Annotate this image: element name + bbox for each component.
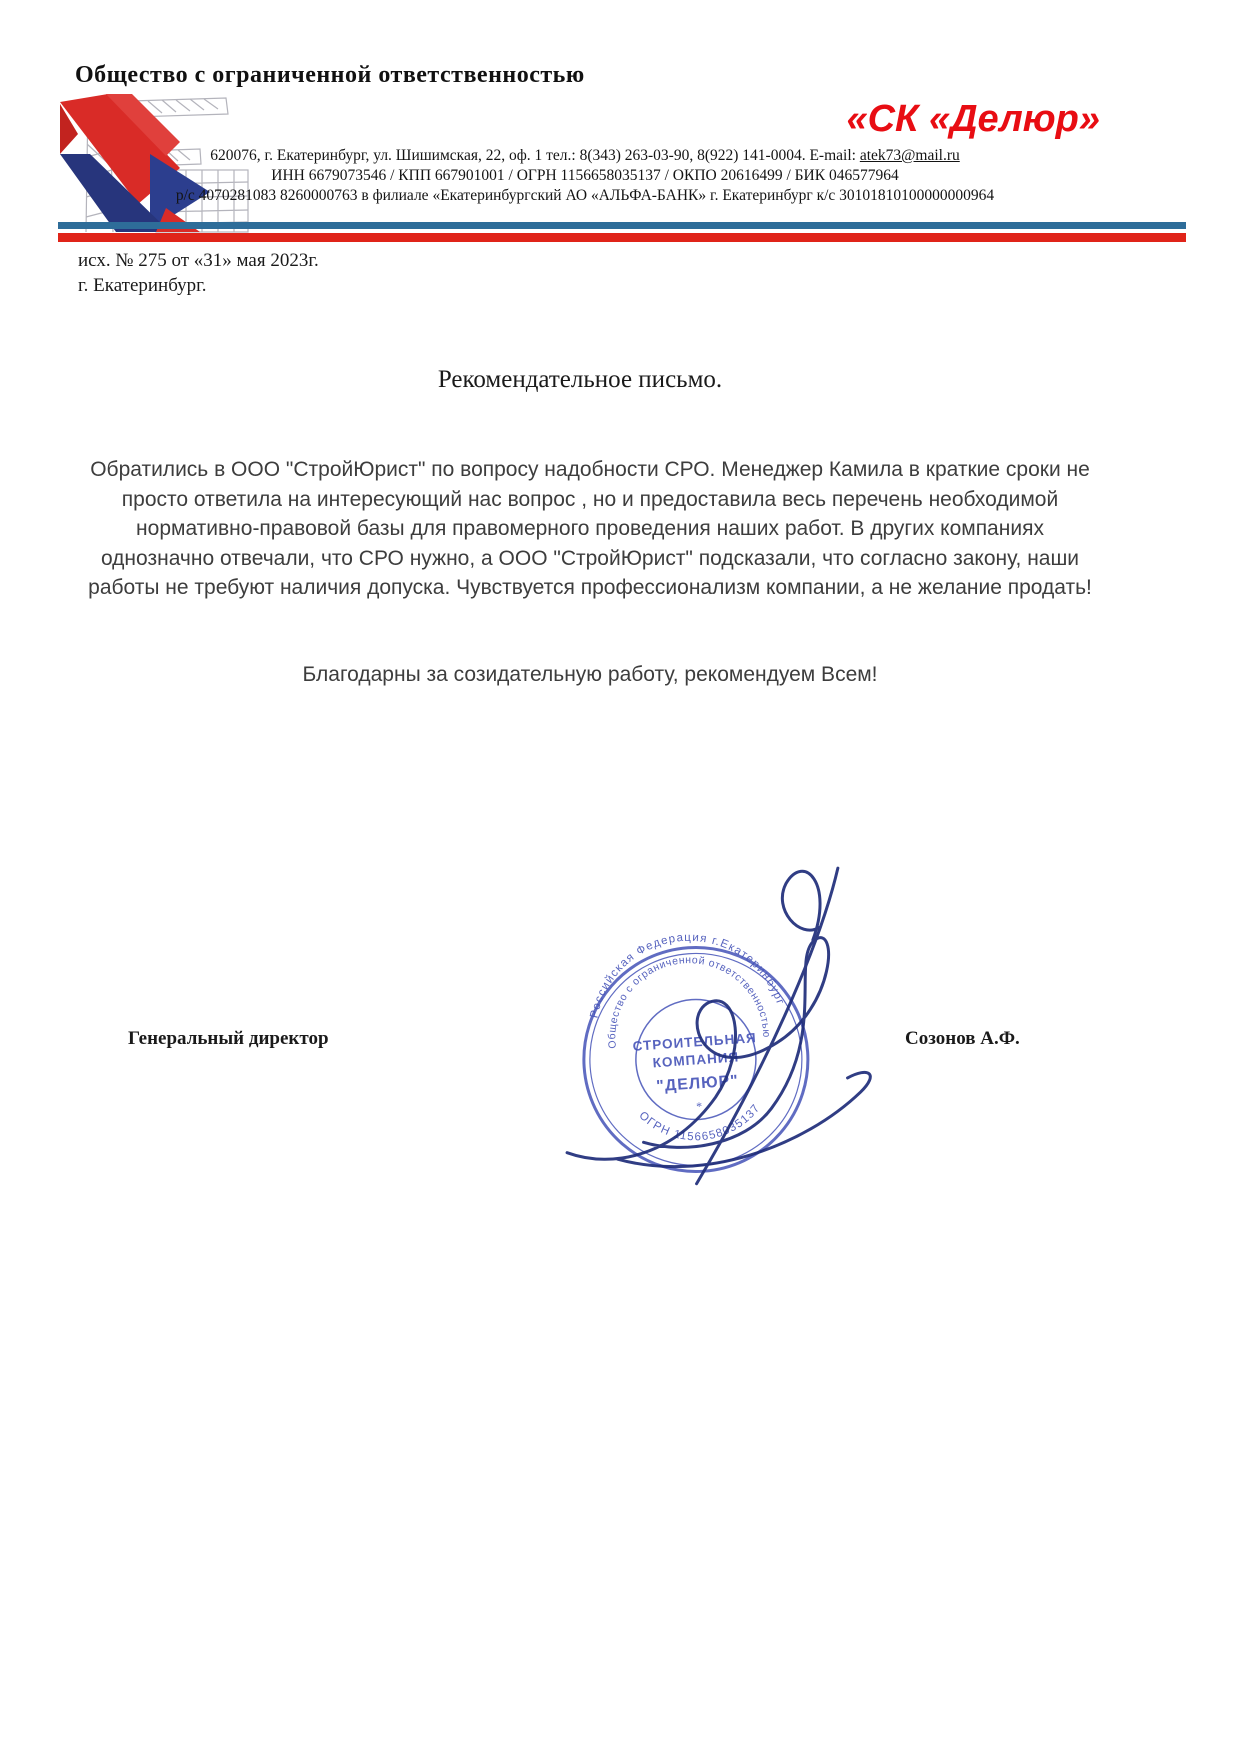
divider-bar-red [58,233,1186,242]
organization-type-heading: Общество с ограниченной ответственностью [75,62,585,88]
divider-bar-blue [58,222,1186,229]
letter-paragraph-1: Обратились в ООО "СтройЮрист" по вопросу надобности СРО. Менеджер Камила в краткие сроки не просто ответила на интересующий нас вопрос , но и предоставила весь перечень необходимой нормативно-правовой базы для правомерного проведения наших работ. В других компаниях однозначно отвечали, что СРО нужно, а ООО "СтройЮрист" подсказали, что согласно закону, наши работы не требуют наличия допуска. Чувствуется профессионализм компании, а не желание продать! [88,458,1092,599]
ids-line: ИНН 6679073546 / КПП 667901001 / ОГРН 1156658035137 / ОКПО 20616499 / БИК 046577964 [271,167,899,184]
stamp-inner-arc-text: Общество с ограниченной ответственностью [606,954,773,1050]
company-name: «СК «Делюр» [846,98,1100,140]
stamp-outer-arc-text: Российская Федерация г.Екатеринбург [588,931,787,1020]
signer-position: Генеральный директор [128,1028,329,1049]
outgoing-number-line: исх. № 275 от «31» мая 2023г. [78,250,319,271]
address-line [170,146,1000,166]
stamp-center-line3: "ДЕЛЮР" [655,1072,740,1096]
bank-line: р/с 4070281083 8260000763 в филиале «Екатеринбургский АО «АЛЬФА-БАНК» г. Екатеринбург к/с 30101810100000000964 [175,187,995,204]
email-text: atek73@mail.ru [859,147,960,164]
address-text: 620076, г. Екатеринбург, ул. Шишимская, 22, оф. 1 тел.: 8(343) 263-03-90, 8(922) 141-0004. E-mail: [210,147,860,164]
stamp-center-line2: КОМПАНИЯ [652,1049,740,1071]
company-stamp [502,829,989,1260]
stamp-star: * [695,1099,703,1114]
letter-title: Рекомендательное письмо. [437,366,723,393]
signer-name: Созонов А.Ф. [905,1028,1020,1049]
handwritten-signature [549,867,877,1193]
stamp-center-line1: СТРОИТЕЛЬНАЯ [632,1030,758,1054]
letter-paragraph-2: Благодарны за созидательную работу, рекомендуем Всем! [302,663,878,686]
letterhead-contacts [170,146,1000,206]
city-line: г. Екатеринбург. [78,275,207,296]
stamp-ogrn-arc-text: ОГРН 1156658035137 [636,1101,763,1144]
